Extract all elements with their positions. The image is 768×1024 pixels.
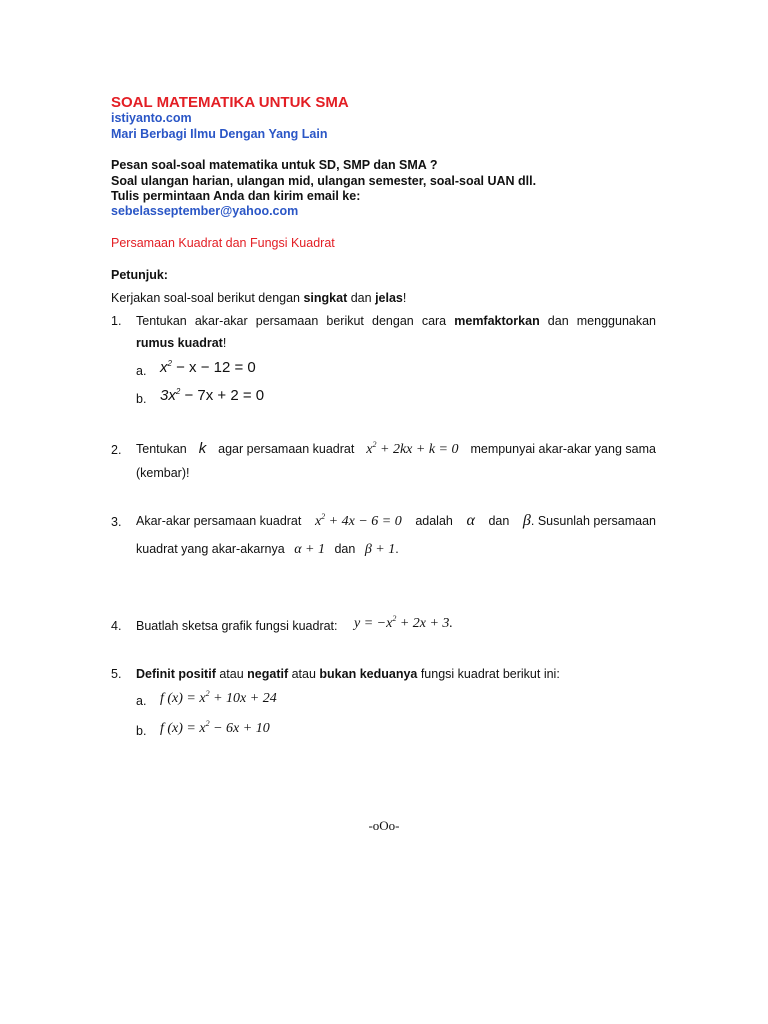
q1-line-2 (136, 336, 226, 350)
q3-line-2-dan: dan (334, 542, 356, 556)
instructions-mid: dan (347, 291, 376, 305)
q3-beta: β (522, 512, 531, 529)
q2-eq-x: x (366, 442, 373, 457)
order-line-1: Pesan soal-soal matematika untuk SD, SMP dan SMA ? (111, 158, 438, 172)
footer-mark: -oOo- (368, 818, 400, 833)
instructions-pre: Kerjakan soal-soal berikut dengan (111, 291, 304, 305)
q2-eq-exp: 2 (372, 440, 377, 449)
q4-eq-rest: + 2x + 3. (396, 616, 453, 631)
q1b-equation (160, 387, 264, 404)
q3-eq-exp: 2 (321, 512, 326, 521)
email-link[interactable]: sebelasseptember@yahoo.com (111, 204, 299, 218)
site-link[interactable]: istiyanto.com (111, 111, 192, 125)
q5-bold-2: negatif (247, 667, 289, 681)
q1-text-b: dan menggunakan (539, 314, 656, 328)
q3-beta-group (523, 512, 656, 530)
q5a-label: a. (136, 694, 147, 708)
q3-number: 3. (111, 515, 122, 529)
q2-k: k (198, 440, 207, 457)
q2-number: 2. (111, 443, 122, 457)
q5-text-1: atau (215, 667, 248, 681)
order-line-3: Tulis permintaan Anda dan kirim email ke: (111, 189, 361, 203)
q5-text-2: atau (288, 667, 320, 681)
q5-line-1 (136, 667, 560, 681)
q4-text: Buatlah sketsa grafik fungsi kuadrat: (136, 619, 338, 633)
q1a-equation (160, 359, 256, 376)
q2-line-2: (kembar)! (136, 466, 190, 480)
topic-heading: Persamaan Kuadrat dan Fungsi Kuadrat (111, 236, 335, 250)
q4-eq-exp: 2 (392, 614, 397, 623)
instructions-post: ! (402, 291, 407, 305)
q3-line-2 (136, 542, 399, 558)
q5b-eq-rest: − 6x + 10 (209, 721, 270, 736)
q5b-eq-exp: 2 (205, 719, 210, 728)
q5b-label: b. (136, 724, 147, 738)
q1b-eq-rest: − 7x + 2 = 0 (180, 387, 265, 404)
q3-equation (315, 514, 402, 530)
q3-alpha: α (466, 512, 475, 529)
q3-word-4: . Susunlah persamaan (530, 514, 656, 528)
q3-eq-rest: + 4x − 6 = 0 (325, 514, 402, 529)
q2-word-1: Tentukan (136, 442, 187, 456)
q3-beta-plus: β + 1 (364, 542, 396, 557)
q1-bold-method: memfaktorkan (454, 314, 540, 328)
q3-alpha-plus: α + 1 (294, 542, 325, 557)
q3-word-2: adalah (415, 514, 453, 528)
q4-equation (354, 616, 453, 632)
q5b-equation (160, 721, 270, 737)
q5-number: 5. (111, 667, 122, 681)
instructions-label: Petunjuk: (111, 268, 168, 282)
q5a-eq-pre: f (x) = x (160, 691, 206, 706)
q3-line-2-end: . (395, 542, 399, 556)
q1-bold-formula: rumus kuadrat (136, 336, 223, 350)
q1-text-a: Tentukan akar-akar persamaan berikut dengan cara (136, 314, 455, 328)
q5-bold-1: Definit positif (136, 667, 216, 681)
instructions-text (111, 291, 406, 305)
q3-word-3: dan (488, 514, 510, 528)
q1a-label: a. (136, 364, 147, 378)
q1b-label: b. (136, 392, 147, 406)
q5-text-3: fungsi kuadrat berikut ini: (417, 667, 560, 681)
instructions-bold-1: singkat (303, 291, 348, 305)
q1a-eq-rest: − x − 12 = 0 (171, 359, 256, 376)
q2-word-3: mempunyai akar-akar yang sama (470, 442, 656, 456)
q1b-eq-pre: 3x (160, 387, 176, 404)
q5a-equation (160, 691, 277, 707)
instructions-bold-2: jelas (375, 291, 403, 305)
order-line-2: Soal ulangan harian, ulangan mid, ulangan semester, soal-soal UAN dll. (111, 174, 537, 188)
q1-line-1 (136, 314, 656, 328)
q1-number: 1. (111, 314, 122, 328)
q1a-eq-exp: 2 (167, 359, 172, 368)
q2-eq-rest: + 2kx + k = 0 (376, 442, 459, 457)
q1a-eq-x: x (160, 359, 168, 376)
document-title: SOAL MATEMATIKA UNTUK SMA (111, 94, 349, 111)
q3-word-1: Akar-akar persamaan kuadrat (136, 514, 302, 528)
q5-bold-3: bukan keduanya (319, 667, 418, 681)
site-tagline: Mari Berbagi Ilmu Dengan Yang Lain (111, 127, 328, 141)
q2-equation (366, 442, 458, 458)
q2-word-2: agar persamaan kuadrat (218, 442, 355, 456)
q4-eq-pre: y = −x (354, 616, 393, 631)
q5a-eq-exp: 2 (205, 689, 210, 698)
q1b-eq-exp: 2 (175, 387, 181, 396)
q3-line-2-text: kuadrat yang akar-akarnya (136, 542, 285, 556)
q2-line-1 (136, 440, 656, 458)
q1-line-2-end: ! (222, 336, 227, 350)
q4-number: 4. (111, 619, 122, 633)
q3-line-1 (136, 512, 656, 530)
q5b-eq-pre: f (x) = x (160, 721, 206, 736)
q5a-eq-rest: + 10x + 24 (209, 691, 277, 706)
q3-eq-x: x (314, 514, 322, 529)
